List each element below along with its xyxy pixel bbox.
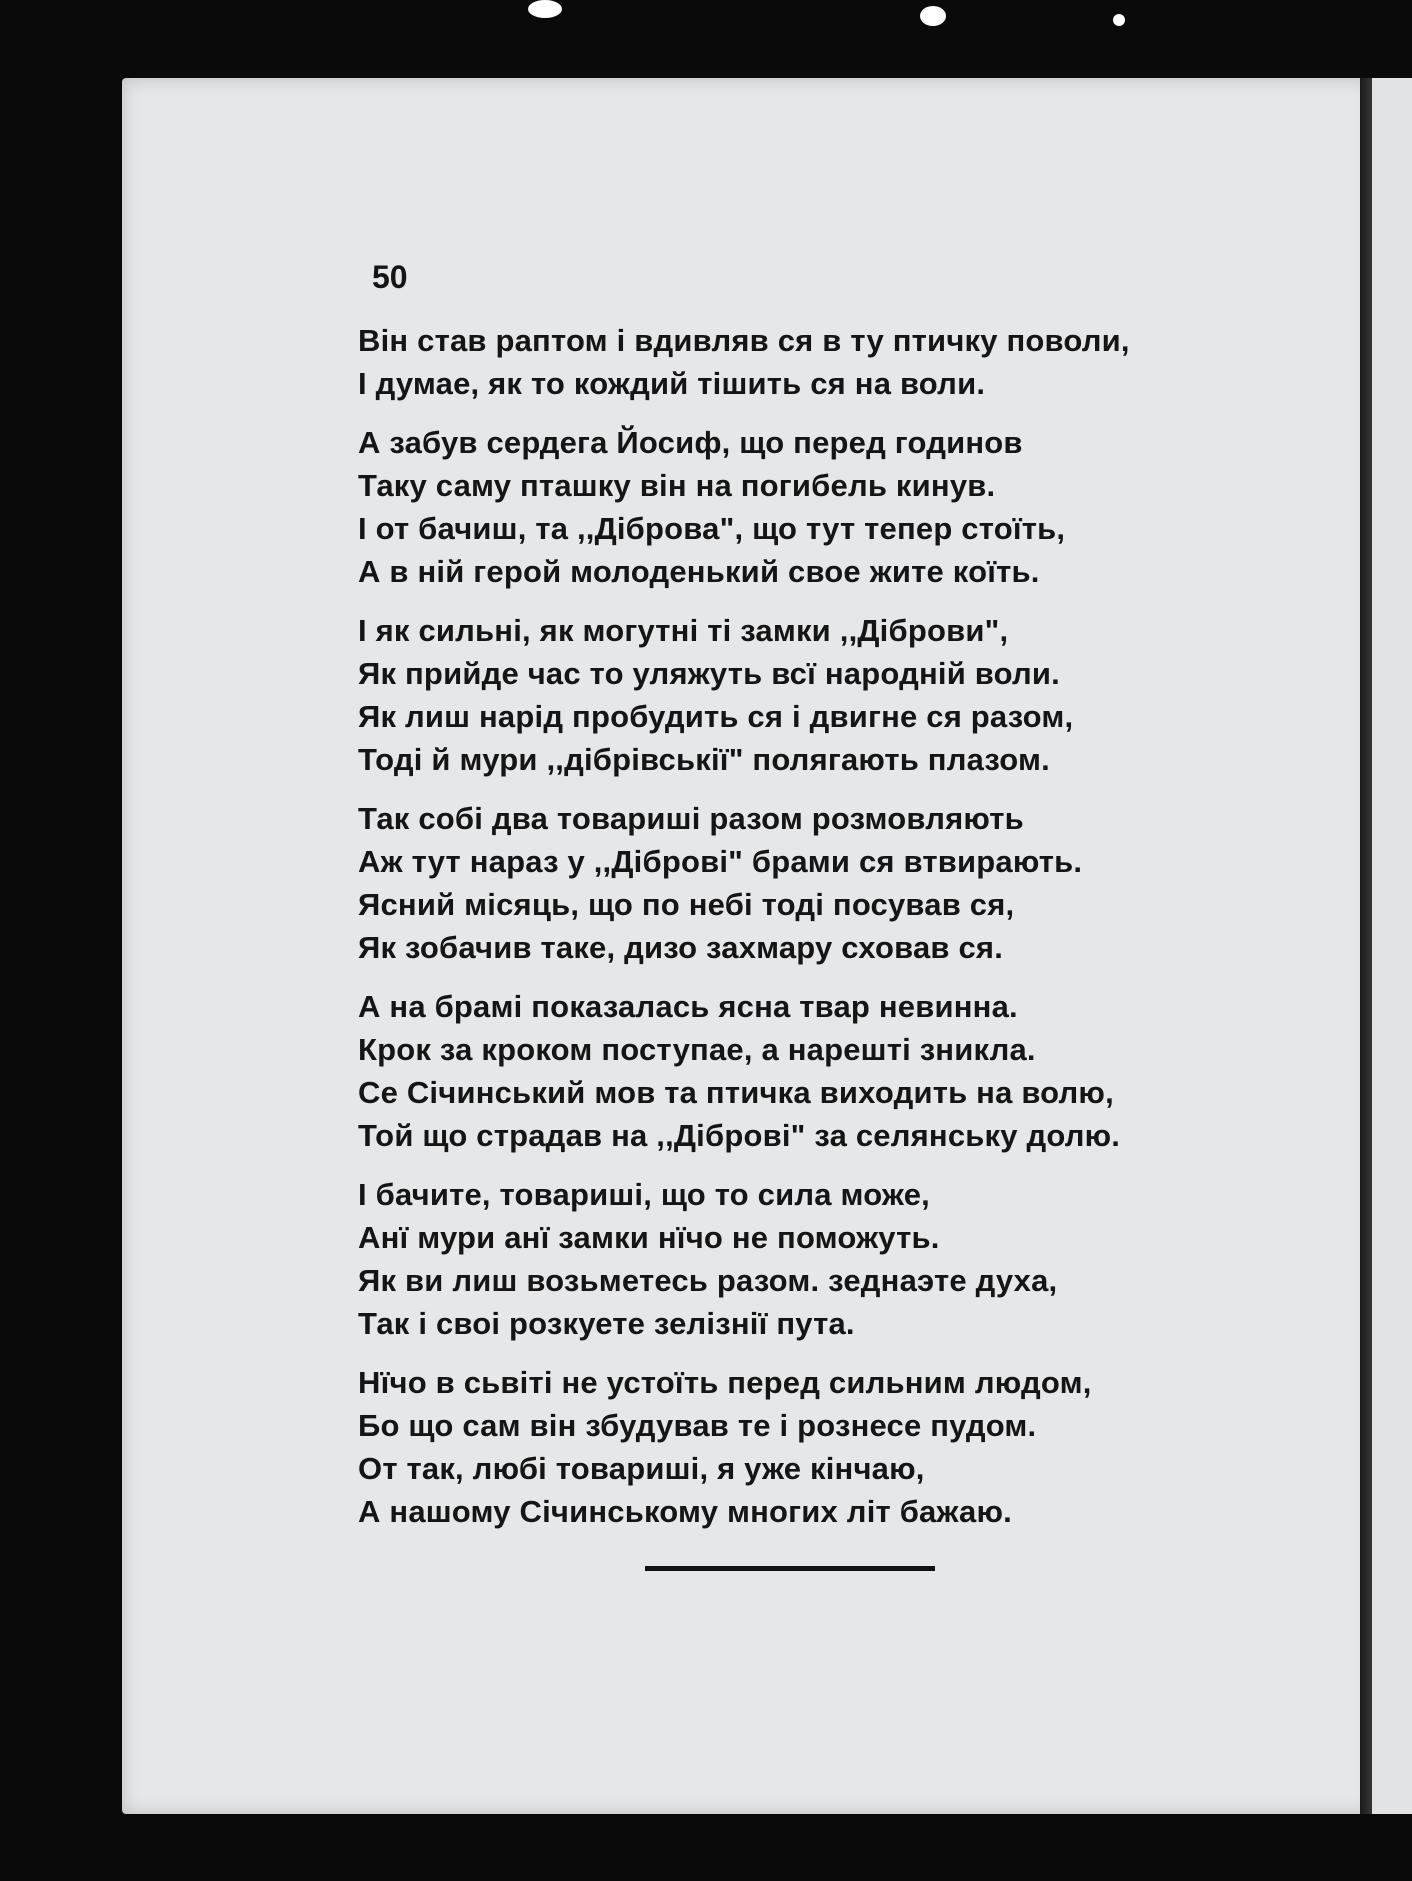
verse-line: А на брамі показалась ясна твар невинна. <box>358 989 1018 1024</box>
verse-line: Аж тут нараз у ,,Діброві" брами ся втвирають. <box>358 844 1083 879</box>
verse-line: І бачите, товариші, що то сила може, <box>358 1177 930 1212</box>
verse-line: Як лиш нарід пробудить ся і двигне ся разом, <box>358 699 1074 734</box>
page-number: 50 <box>372 259 408 295</box>
verse-line: Се Січинський мов та птичка виходить на волю, <box>358 1075 1114 1110</box>
verse-line: Тоді й мури ,,дібрівськії" полягають плазом. <box>358 742 1050 777</box>
verse-line: Анї мури анї замки нїчо не поможуть. <box>358 1220 940 1255</box>
stanza <box>358 421 1188 593</box>
stanza <box>358 985 1188 1157</box>
verse-line: Той що страдав на ,,Діброві" за селянську долю. <box>358 1118 1121 1153</box>
stanza <box>358 609 1188 781</box>
verse-line: Крок за кроком поступае, а нарешті зникла. <box>358 1032 1036 1067</box>
verse-line: Таку саму пташку він на погибель кинув. <box>358 468 996 503</box>
stanza <box>358 797 1188 969</box>
facing-page-edge <box>1372 78 1412 1814</box>
scan-speck <box>528 0 562 18</box>
verse-line: І як сильні, як могутні ті замки ,,Діброви", <box>358 613 1009 648</box>
stanza <box>358 1361 1188 1533</box>
stanza <box>358 1173 1188 1345</box>
verse-line: Як зобачив таке, дизо захмару сховав ся. <box>358 930 1004 965</box>
verse-line: А нашому Січинському многих літ бажаю. <box>358 1494 1012 1529</box>
verse-line: А в ній герой молоденький свое жите коїть. <box>358 554 1040 589</box>
verse-line: Так собі два товариші разом розмовляють <box>358 801 1024 836</box>
verse-line: Так і своі розкуете зелізнії пута. <box>358 1306 855 1341</box>
stanza <box>358 319 1188 405</box>
verse-line: А забув сердега Йосиф, що перед годинов <box>358 425 1023 460</box>
poem-text <box>358 255 1188 1549</box>
scan-speck <box>920 6 946 26</box>
verse-line: Як ви лиш возьметесь разом. зеднаэте духа, <box>358 1263 1058 1298</box>
end-divider-rule <box>645 1566 935 1571</box>
scan-speck <box>1113 14 1125 26</box>
verse-line: І от бачиш, та ,,Діброва", що тут тепер стоїть, <box>358 511 1066 546</box>
verse-line: От так, любі товариші, я уже кінчаю, <box>358 1451 925 1486</box>
verse-line: Бо що сам він збудував те і рознесе пудом. <box>358 1408 1037 1443</box>
verse-line: Він став раптом і вдивляв ся в ту птичку поволи, <box>358 323 1130 358</box>
verse-line: Нїчо в сьвіті не устоїть перед сильним людом, <box>358 1365 1092 1400</box>
verse-line: І думае, як то кождий тішить ся на воли. <box>358 366 986 401</box>
verse-line: Ясний місяць, що по небі тоді посував ся, <box>358 887 1015 922</box>
verse-line: Як прийде час то уляжуть всї народній воли. <box>358 656 1060 691</box>
